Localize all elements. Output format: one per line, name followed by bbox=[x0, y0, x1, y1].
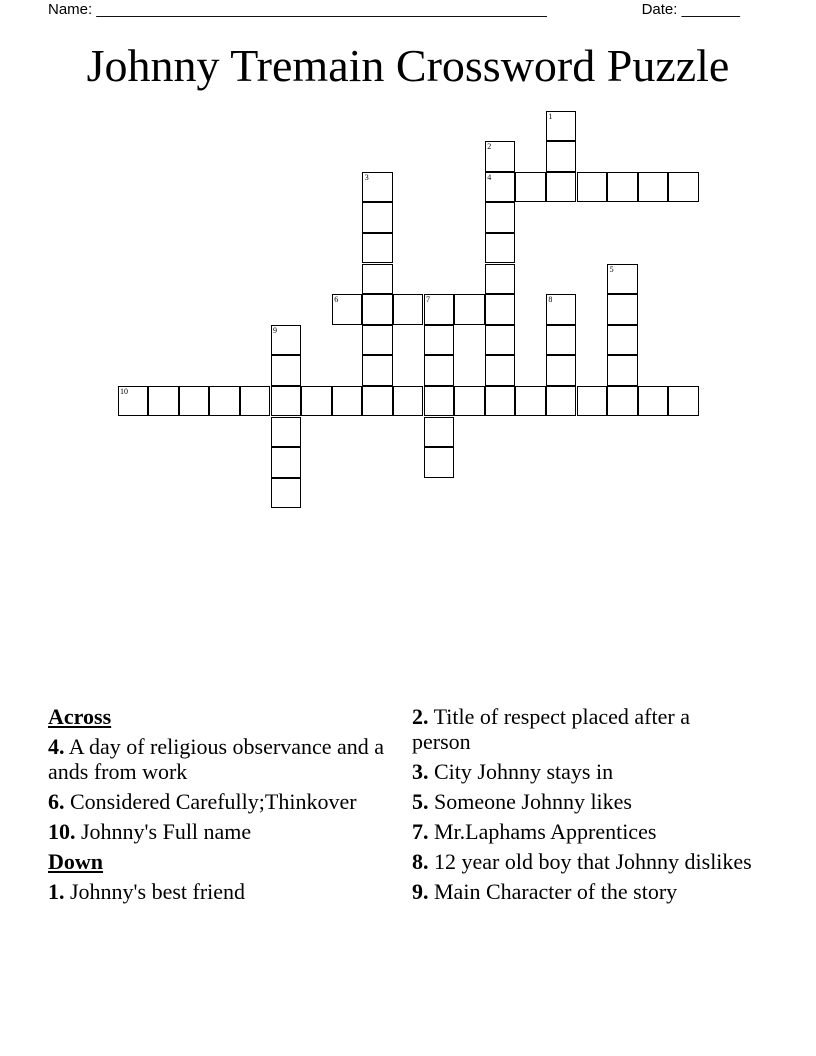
date-field[interactable]: Date: _______ bbox=[641, 1, 740, 18]
cell-number: 10 bbox=[120, 386, 128, 396]
cell-number: 8 bbox=[548, 295, 553, 305]
clue-text: Title of respect placed after a person bbox=[412, 704, 690, 754]
crossword-cell[interactable] bbox=[362, 264, 393, 295]
crossword-cell[interactable] bbox=[638, 386, 669, 417]
cell-number: 1 bbox=[548, 111, 553, 121]
crossword-cell[interactable] bbox=[271, 325, 302, 356]
clue-number: 9. bbox=[412, 879, 429, 904]
crossword-cell[interactable] bbox=[515, 386, 546, 417]
crossword-cell[interactable] bbox=[485, 233, 516, 264]
crossword-cell[interactable] bbox=[362, 294, 393, 325]
clue-number: 4. bbox=[48, 734, 65, 759]
clue-text: A day of religious observance and a ands from work bbox=[48, 734, 385, 784]
crossword-cell[interactable] bbox=[271, 478, 302, 509]
crossword-cell[interactable] bbox=[485, 325, 516, 356]
clue-across-4 bbox=[48, 734, 408, 784]
crossword-cell[interactable] bbox=[546, 325, 577, 356]
crossword-cell[interactable] bbox=[577, 386, 608, 417]
cell-number: 3 bbox=[364, 172, 369, 182]
crossword-cell[interactable] bbox=[485, 172, 516, 203]
crossword-cell[interactable] bbox=[393, 386, 424, 417]
crossword-cell[interactable] bbox=[485, 294, 516, 325]
crossword-cell[interactable] bbox=[668, 172, 699, 203]
name-field[interactable]: Name: ______________________________________________________ bbox=[48, 1, 547, 18]
clue-down-5 bbox=[412, 789, 752, 814]
crossword-cell[interactable] bbox=[546, 141, 577, 172]
crossword-cell[interactable] bbox=[362, 202, 393, 233]
crossword-cell[interactable] bbox=[454, 386, 485, 417]
crossword-cell[interactable] bbox=[271, 386, 302, 417]
cell-number: 2 bbox=[487, 142, 492, 152]
crossword-cell[interactable] bbox=[607, 264, 638, 295]
clue-down-1 bbox=[48, 879, 408, 904]
clue-text: 12 year old boy that Johnny dislikes bbox=[434, 849, 752, 874]
clue-text: Someone Johnny likes bbox=[434, 789, 632, 814]
page-title: Johnny Tremain Crossword Puzzle bbox=[86, 40, 730, 91]
crossword-cell[interactable] bbox=[362, 386, 393, 417]
crossword-cell[interactable] bbox=[485, 264, 516, 295]
clue-down-9 bbox=[412, 879, 752, 904]
crossword-cell[interactable] bbox=[271, 417, 302, 448]
crossword-cell[interactable] bbox=[362, 233, 393, 264]
clue-number: 1. bbox=[48, 879, 65, 904]
crossword-cell[interactable] bbox=[607, 172, 638, 203]
crossword-cell[interactable] bbox=[485, 141, 516, 172]
down-heading: Down bbox=[48, 849, 104, 874]
clue-number: 3. bbox=[412, 759, 429, 784]
clue-text: Mr.Laphams Apprentices bbox=[434, 819, 657, 844]
crossword-cell[interactable] bbox=[607, 386, 638, 417]
clue-across-6 bbox=[48, 789, 408, 814]
clues-right-column bbox=[412, 704, 752, 909]
clue-number: 6. bbox=[48, 789, 65, 814]
crossword-cell[interactable] bbox=[668, 386, 699, 417]
crossword-cell[interactable] bbox=[485, 355, 516, 386]
clue-number: 7. bbox=[412, 819, 429, 844]
cell-number: 7 bbox=[426, 295, 430, 305]
crossword-cell[interactable] bbox=[332, 386, 363, 417]
cell-number: 5 bbox=[609, 264, 614, 274]
cell-number: 4 bbox=[487, 172, 492, 182]
crossword-cell[interactable] bbox=[393, 294, 424, 325]
crossword-cell[interactable] bbox=[118, 386, 149, 417]
across-heading: Across bbox=[48, 704, 112, 729]
crossword-cell[interactable] bbox=[607, 355, 638, 386]
clue-number: 10. bbox=[48, 819, 76, 844]
crossword-cell[interactable] bbox=[424, 386, 455, 417]
clue-down-2 bbox=[412, 704, 752, 754]
crossword-cell[interactable] bbox=[546, 111, 577, 142]
crossword-cell[interactable] bbox=[179, 386, 210, 417]
clue-down-3 bbox=[412, 759, 752, 784]
crossword-cell[interactable] bbox=[424, 447, 455, 478]
clue-number: 5. bbox=[412, 789, 429, 814]
crossword-cell[interactable] bbox=[546, 294, 577, 325]
crossword-cell[interactable] bbox=[301, 386, 332, 417]
crossword-cell[interactable] bbox=[209, 386, 240, 417]
crossword-cell[interactable] bbox=[362, 355, 393, 386]
crossword-cell[interactable] bbox=[638, 172, 669, 203]
crossword-cell[interactable] bbox=[424, 355, 455, 386]
clue-down-7 bbox=[412, 819, 752, 844]
crossword-cell[interactable] bbox=[424, 325, 455, 356]
clue-number: 8. bbox=[412, 849, 429, 874]
crossword-cell[interactable] bbox=[148, 386, 179, 417]
crossword-cell[interactable] bbox=[546, 172, 577, 203]
crossword-cell[interactable] bbox=[271, 447, 302, 478]
crossword-cell[interactable] bbox=[271, 355, 302, 386]
crossword-cell[interactable] bbox=[362, 172, 393, 203]
crossword-cell[interactable] bbox=[607, 325, 638, 356]
crossword-cell[interactable] bbox=[454, 294, 485, 325]
crossword-cell[interactable] bbox=[515, 172, 546, 203]
clue-across-10 bbox=[48, 819, 408, 844]
clue-down-8 bbox=[412, 849, 752, 874]
cell-number: 6 bbox=[334, 295, 339, 305]
crossword-cell[interactable] bbox=[607, 294, 638, 325]
crossword-cell[interactable] bbox=[424, 294, 455, 325]
crossword-cell[interactable] bbox=[362, 325, 393, 356]
clue-text: Main Character of the story bbox=[434, 879, 678, 904]
clue-text: City Johnny stays in bbox=[434, 759, 614, 784]
crossword-cell[interactable] bbox=[332, 294, 363, 325]
crossword-grid bbox=[0, 0, 816, 520]
cell-number: 9 bbox=[273, 325, 277, 335]
crossword-cell[interactable] bbox=[424, 417, 455, 448]
clue-text: Considered Carefully;Thinkover bbox=[70, 789, 357, 814]
crossword-cell[interactable] bbox=[577, 172, 608, 203]
crossword-cell[interactable] bbox=[485, 202, 516, 233]
crossword-cell[interactable] bbox=[546, 355, 577, 386]
clues-left-column bbox=[48, 704, 408, 909]
crossword-cell[interactable] bbox=[485, 386, 516, 417]
clue-text: Johnny's best friend bbox=[70, 879, 246, 904]
crossword-cell[interactable] bbox=[240, 386, 271, 417]
clue-number: 2. bbox=[412, 704, 429, 729]
crossword-cell[interactable] bbox=[546, 386, 577, 417]
clue-text: Johnny's Full name bbox=[81, 819, 252, 844]
